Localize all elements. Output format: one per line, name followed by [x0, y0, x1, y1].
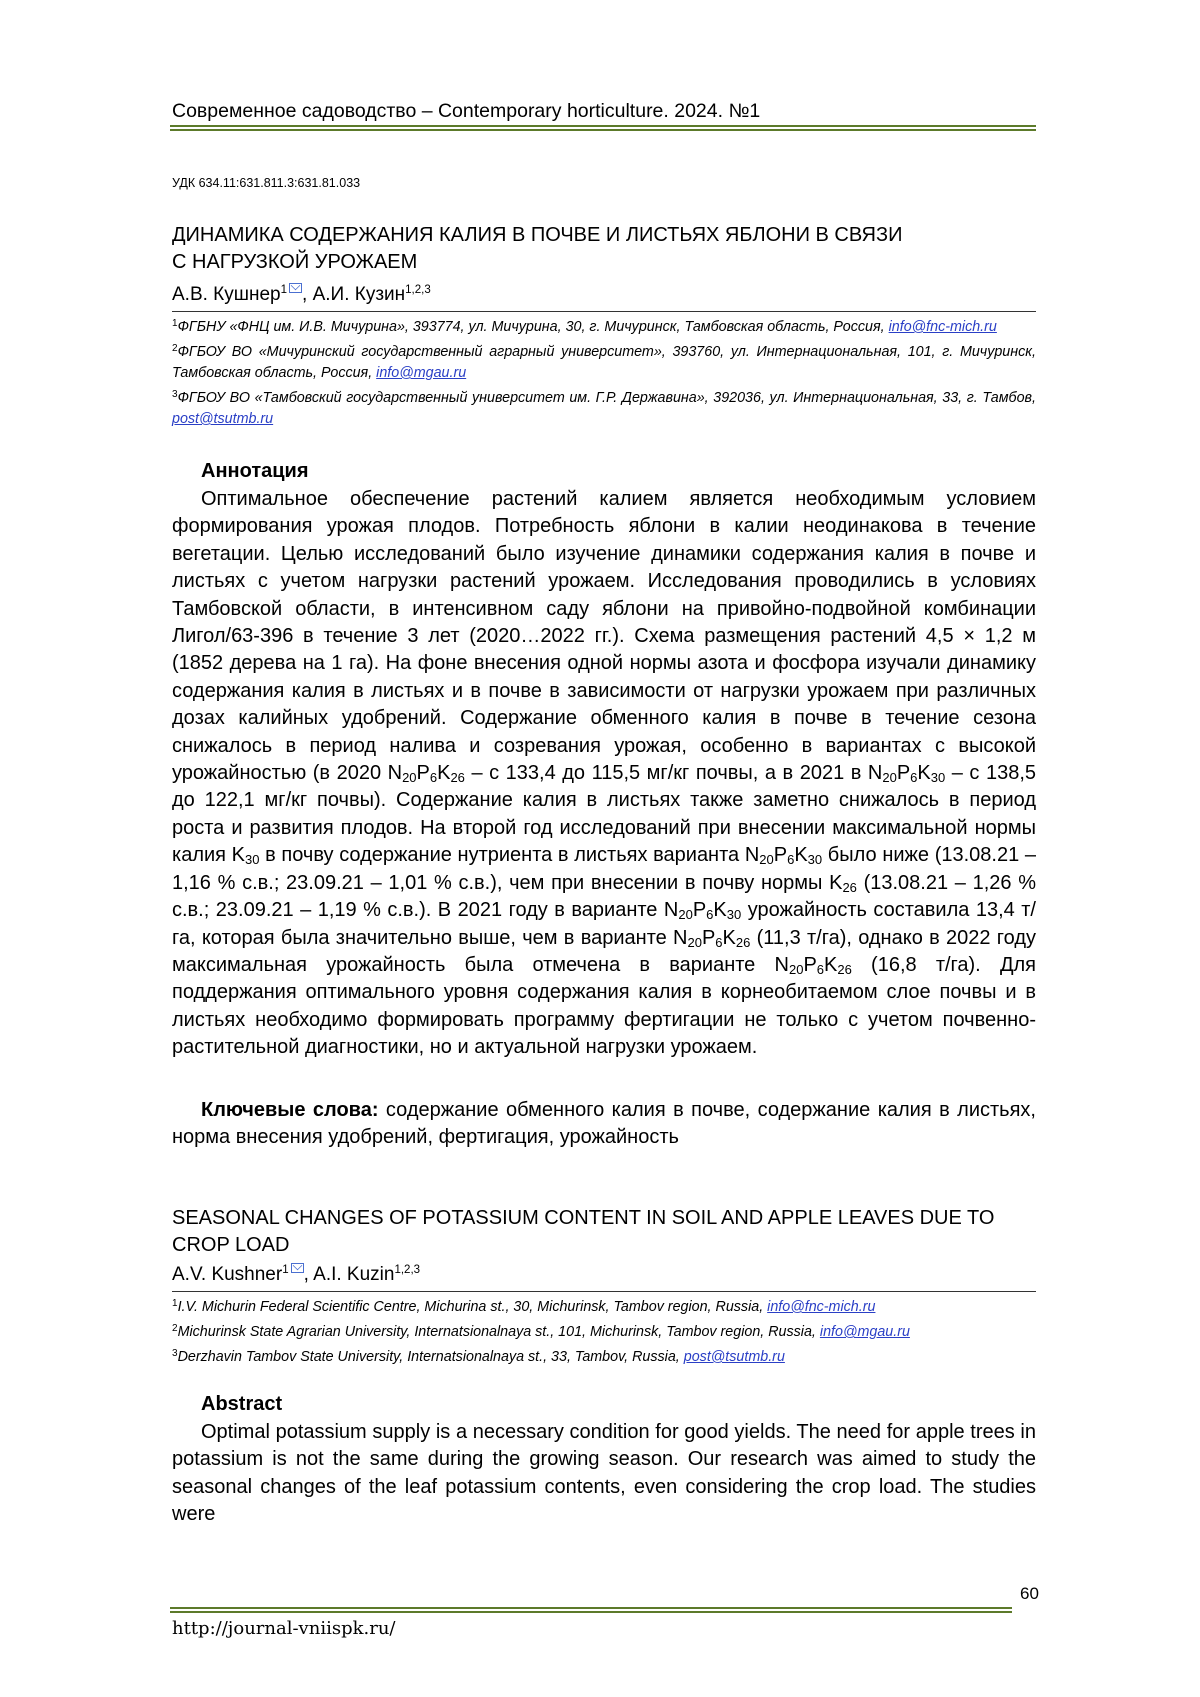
abstract-heading-en: Abstract: [201, 1393, 283, 1415]
title-ru-line-2: С НАГРУЗКОЙ УРОЖАЕМ: [172, 251, 418, 273]
journal-url-link[interactable]: http://journal-vniispk.ru/: [172, 1618, 396, 1639]
formula-n20p6k30: $N_{20}P_6K_{30}$: [744, 844, 823, 868]
email-icon[interactable]: [291, 1263, 304, 1273]
affiliations-ru: [172, 313, 1036, 430]
formula-k30: $K_{30}$: [231, 844, 260, 868]
author-1-name: А.В. Кушнер: [172, 284, 281, 305]
header-rule: [170, 125, 1036, 131]
author-2-name: А.И. Кузин: [312, 284, 406, 305]
author-1-name: A.V. Kushner: [172, 1264, 283, 1285]
formula-n20p6k30: $N_{20}P_6K_{30}$: [867, 762, 946, 786]
affiliation-1-email-link[interactable]: info@fnc-mich.ru: [767, 1299, 876, 1315]
affiliation-3: $^3$Derzhavin Tambov State University, Internatsionalnaya st., 33, Tambov, Russia, post@tsutmb.ru: [172, 1348, 785, 1365]
abstract-heading-ru: Аннотация: [201, 460, 309, 482]
authors-en: A.V. Kushner$^1$ , A.I. Kuzin$^{1,2,3}$: [172, 1264, 421, 1285]
author-1-affil: 1: [280, 284, 288, 296]
article-title-en: SEASONAL CHANGES OF POTASSIUM CONTENT IN SOIL AND APPLE LEAVES DUE TO CROP LOAD: [172, 1207, 995, 1256]
page-number: 60: [1020, 1584, 1039, 1603]
email-icon[interactable]: [289, 283, 302, 293]
affiliation-1: $^1$I.V. Michurin Federal Scientific Centre, Michurina st., 30, Michurinsk, Tambov region, Russia, info@fnc-mich.ru: [172, 1298, 876, 1315]
formula-n20p6k26: $N_{20}P_6K_{26}$: [387, 762, 465, 786]
author-1-affil: 1: [282, 1264, 289, 1276]
formula-k26: $K_{26}$: [829, 871, 857, 895]
affiliation-3-email-link[interactable]: post@tsutmb.ru: [172, 411, 274, 427]
abstract-en: Optimal potassium supply is a necessary condition for good yields. The need for apple trees in potassium is not the same during the growing season. Our research was aimed to study the seasonal changes of the leaf potassium contents, even considering the crop load. The studies were: [172, 1421, 1036, 1526]
keywords-ru: [172, 1097, 1036, 1151]
authors-ru: А.В. Кушнер$^1$ , А.И. Кузин$^{1,2,3}$: [172, 284, 431, 305]
keywords-label: Ключевые слова:: [201, 1099, 379, 1121]
affiliation-3-email-link[interactable]: post@tsutmb.ru: [683, 1349, 785, 1365]
journal-header: Современное садоводство – Contemporary horticulture. 2024. №1: [172, 100, 761, 122]
affiliations-en: [172, 1293, 1036, 1368]
udk-code: УДК 634.11:631.811.3:631.81.033: [172, 176, 361, 190]
formula-n20p6k30: $N_{20}P_6K_{30}$: [663, 899, 742, 923]
affiliation-2-email-link[interactable]: info@mgau.ru: [819, 1324, 910, 1340]
formula-n20p6k26: $N_{20}P_6K_{26}$: [673, 926, 751, 950]
affiliation-1-email-link[interactable]: info@fnc-mich.ru: [888, 319, 997, 335]
author-2-name: A.I. Kuzin: [313, 1264, 395, 1285]
title-ru-line-1: ДИНАМИКА СОДЕРЖАНИЯ КАЛИЯ В ПОЧВЕ И ЛИСТЬЯХ ЯБЛОНИ В СВЯЗИ: [172, 224, 903, 246]
author-2-affil: 1,2,3: [405, 284, 431, 296]
affiliation-3: $^3$ФГБОУ ВО «Тамбовский государственный университет им. Г.Р. Державина», 392036, ул. Интернациональная, 33, г. Тамбов, post@tsutmb.ru: [172, 389, 1036, 427]
affiliation-rule: [172, 311, 1036, 312]
author-2-affil: 1,2,3: [394, 1264, 421, 1276]
affiliation-2: $^2$Michurinsk State Agrarian University, Internatsionalnaya st., 101, Michurinsk, Tambov region, Russia, info@mgau.ru: [172, 1323, 910, 1340]
affiliation-1: $^1$ФГБНУ «ФНЦ им. И.В. Мичурина», 393774, ул. Мичурина, 30, г. Мичуринск, Тамбовская область, Россия, info@fnc-mich.ru: [172, 318, 997, 335]
footer-rule: [170, 1607, 1012, 1613]
abstract-ru: Оптимальное обеспечение растений калием является необходимым условием формирования урожая плодов. Потребность яблони в калии неодинакова в течение вегетации. Целью исследований было изучение динамики содержания калия в почве и листьях с учетом нагрузки растений урожаем. Исследования проводились в условиях Тамбовской области, в интенсивном саду яблони на привойно-подвойной комбинации Лигол/63-396 в течение 3 лет (2020…2022 гг.). Схема размещения растений 4,5 × 1,2 м (1852 дерева на 1 га). На фоне внесения одной нормы азота и фосфора изучали динамику содержания калия в листьях и в почве в зависимости от нагрузки урожаем при различных дозах калийных удобрений. Содержание обменного калия в почве в течение сезона снижалось в период налива и созревания урожая, особенно в вариантах с высокой урожайностью (в 2020 $N_{20}P_6K_{26}$ – с 133,4 до 115,5 мг/кг почвы, а в 2021 в $N_{20}P_6K_{30}$ – с 138,5 до 122,1 мг/кг почвы). Содержание калия в листьях также заметно снижалось в период роста и развития плодов. На второй год исследований при внесении максимальной нормы калия $K_{30}$ в почву содержание нутриента в листьях варианта $N_{20}P_6K_{30}$ было ниже (13.08.21 – 1,16 % с.в.; 23.09.21 – 1,01 % с.в.), чем при внесении в почву нормы $K_{26}$ (13.08.21 – 1,26 % с.в.; 23.09.21 – 1,19 % с.в.). В 2021 году в варианте $N_{20}P_6K_{30}$ урожайность составила 13,4 т/га, которая была значительно выше, чем в варианте $N_{20}P_6K_{26}$ (11,3 т/га), однако в 2022 году максимальная урожайность была отмечена в варианте $N_{20}P_6K_{26}$ (16,8 т/га). Для поддержания оптимального уровня содержания калия в корнеобитаемом слое почвы и в листьях необходимо формировать программу фертигации не только с учетом почвенно-растительной диагностики, но и актуальной нагрузки урожаем.: [172, 488, 1037, 1059]
affiliation-2-email-link[interactable]: info@mgau.ru: [376, 365, 467, 381]
formula-n20p6k26: $N_{20}P_6K_{26}$: [774, 953, 852, 977]
article-title-ru: [172, 222, 972, 276]
keywords-list: содержание обменного калия в почве, содержание калия в листьях, норма внесения удобрений, фертигация, урожайность: [172, 1099, 1036, 1148]
affiliation-2: $^2$ФГБОУ ВО «Мичуринский государственный аграрный университет», 393760, ул. Интернациональная, 101, г. Мичуринск, Тамбовская область, Россия, info@mgau.ru: [172, 343, 1036, 381]
affiliation-rule: [172, 1291, 1036, 1292]
